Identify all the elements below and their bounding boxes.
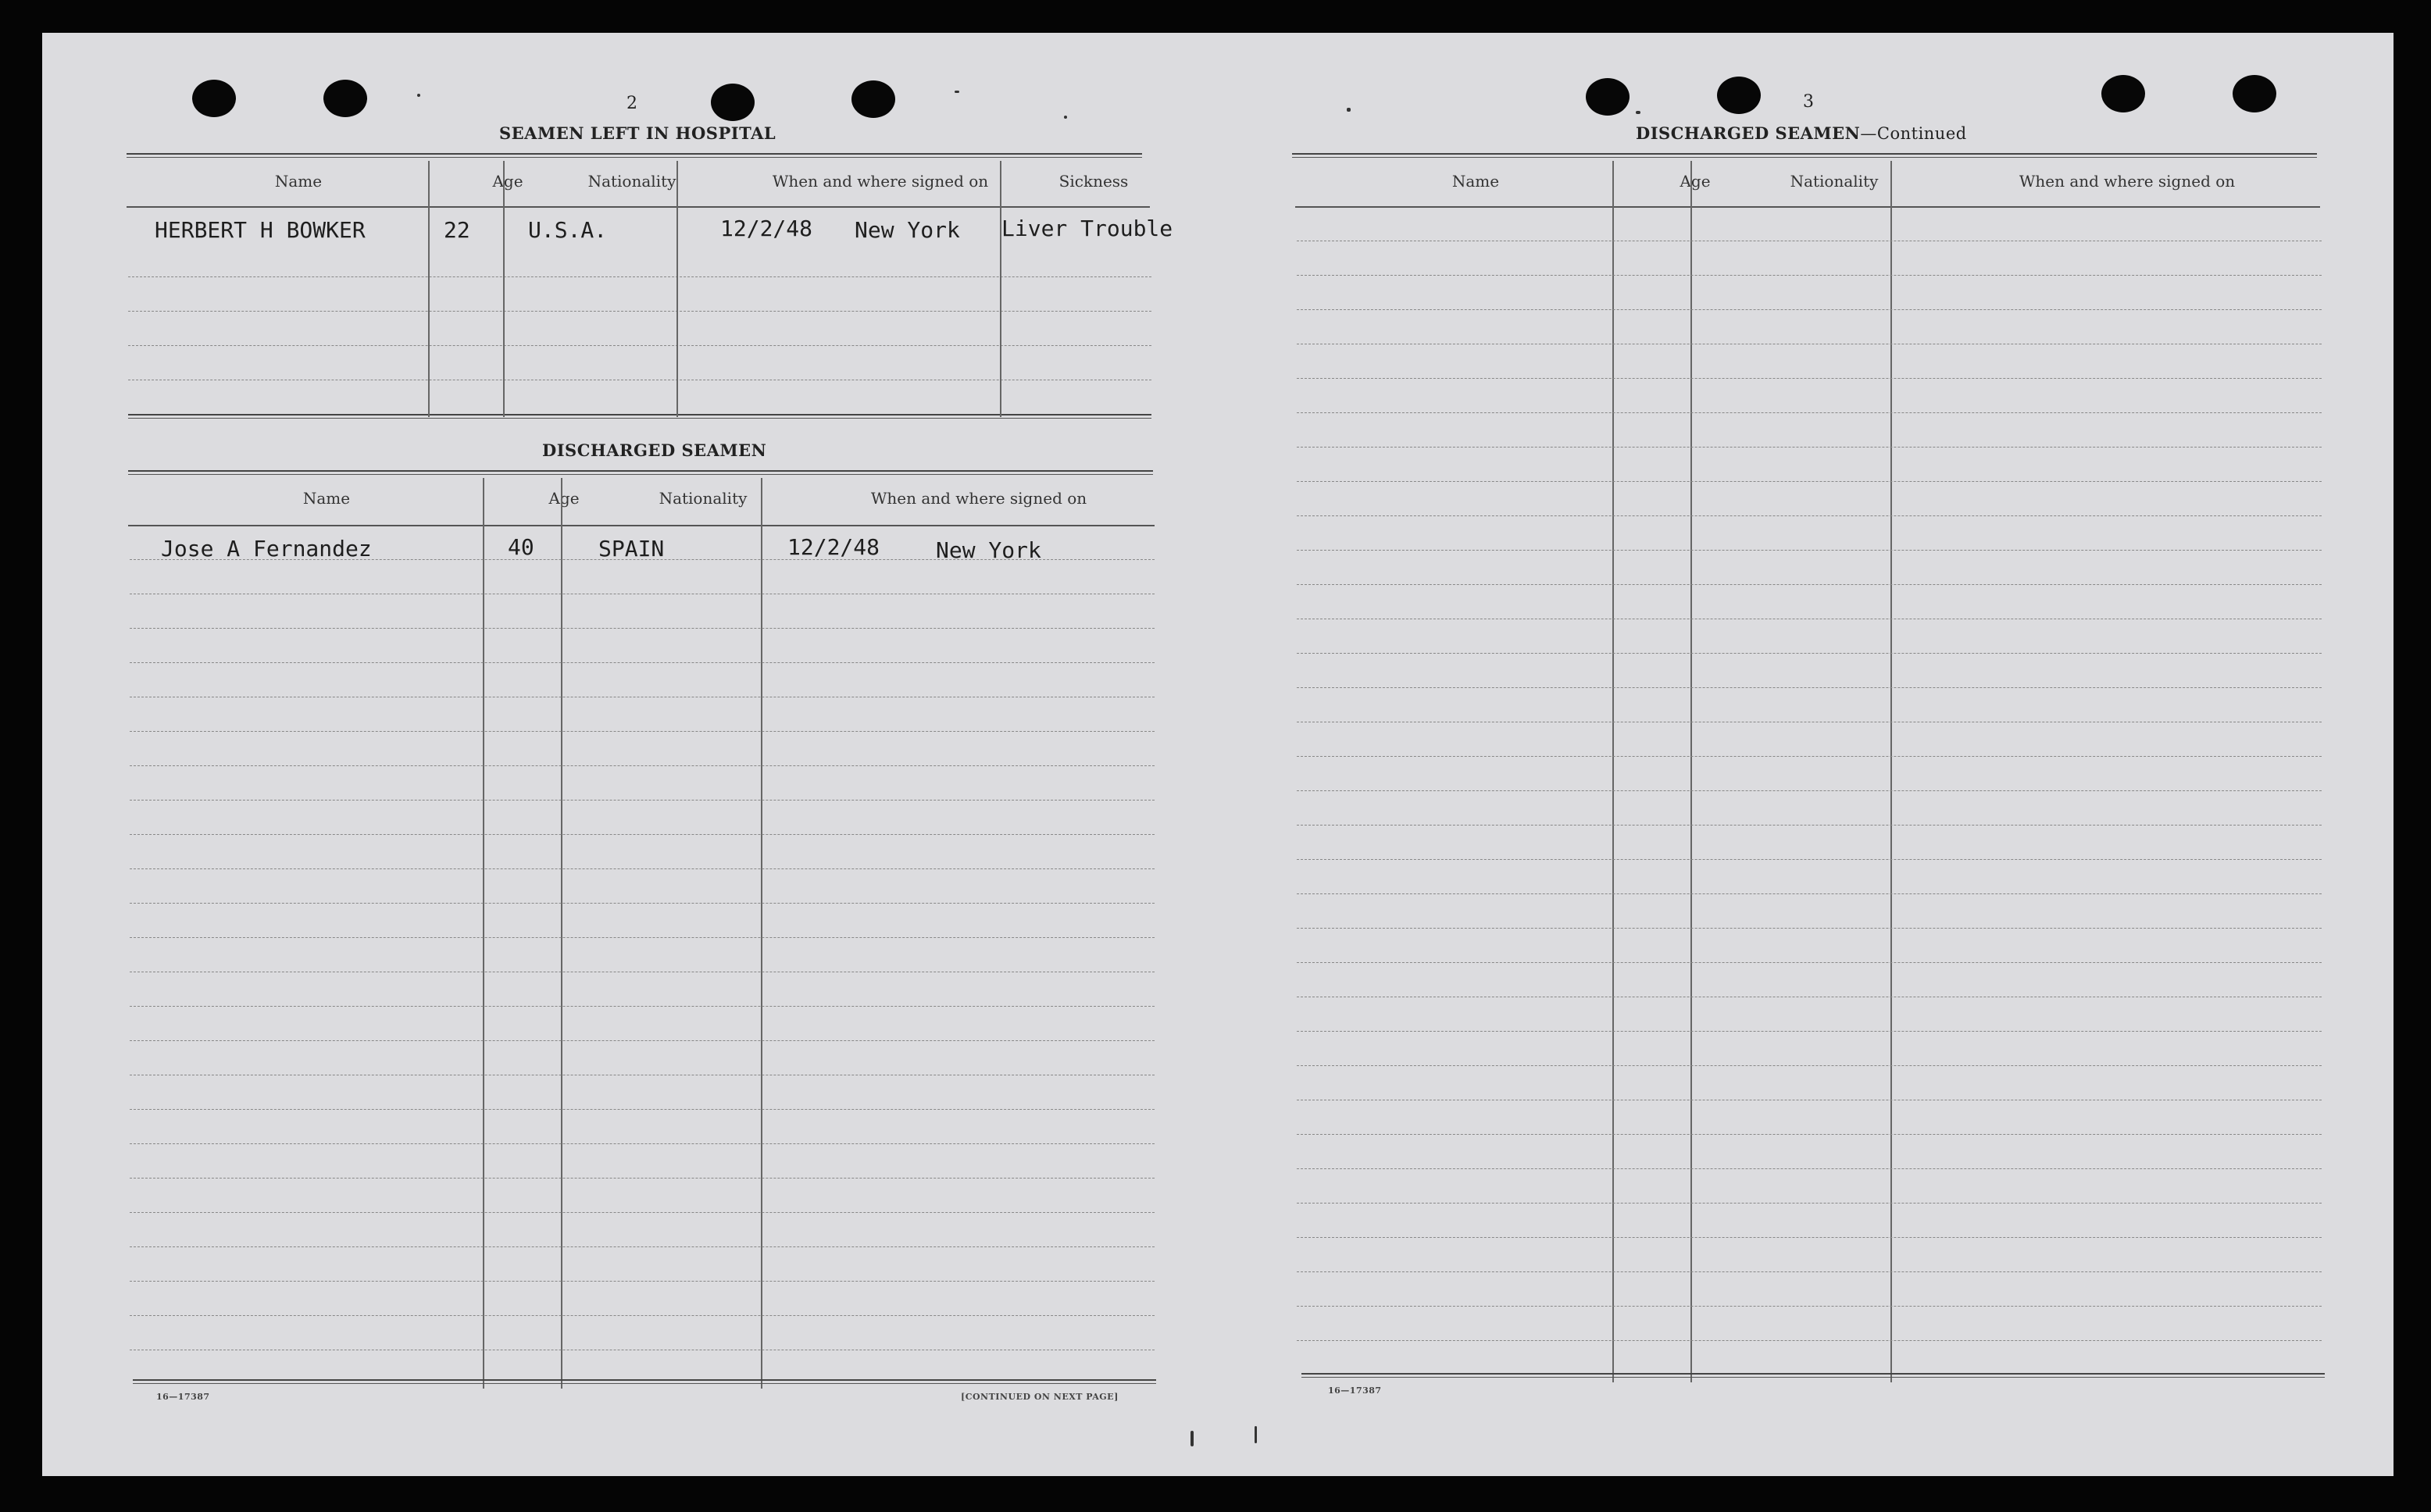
form-number: 16—17387 (156, 1392, 210, 1402)
row-line (1297, 1271, 2322, 1272)
row-line (130, 1246, 1155, 1247)
section-rule (127, 153, 1142, 158)
row-line (130, 1281, 1155, 1282)
row-line (1297, 859, 2322, 860)
hospital-section-title: SEAMEN LEFT IN HOSPITAL (499, 123, 776, 143)
row-line (130, 731, 1155, 732)
row-line (1297, 412, 2322, 413)
form-number: 16—17387 (1328, 1385, 1382, 1396)
hospital-nationality-cell: U.S.A. (528, 217, 608, 243)
row-line (130, 834, 1155, 835)
scanned-document (42, 33, 2394, 1476)
column-header-name: Name (274, 172, 323, 191)
discharged-date-cell: 12/2/48 (787, 534, 880, 560)
continued-note: [CONTINUED ON NEXT PAGE] (961, 1392, 1119, 1402)
column-header-name: Name (1451, 172, 1500, 191)
row-line (130, 1178, 1155, 1179)
header-rule (127, 206, 1150, 208)
punch-hole (851, 80, 895, 118)
scan-speck (1064, 116, 1067, 119)
column-header-signed-on: When and where signed on (870, 489, 1087, 508)
discharged-nationality-cell: SPAIN (598, 536, 665, 562)
row-line (130, 765, 1155, 766)
row-line (130, 937, 1155, 938)
row-line (1297, 1065, 2322, 1066)
row-line (1297, 275, 2322, 276)
section-rule (1292, 153, 2317, 158)
discharged-age-cell: 40 (508, 534, 534, 560)
hospital-date-cell: 12/2/48 (720, 216, 813, 241)
row-line (1297, 584, 2322, 585)
row-line (1297, 962, 2322, 963)
punch-hole (1717, 77, 1761, 114)
row-line (1297, 447, 2322, 448)
row-line (130, 800, 1155, 801)
column-header-age: Age (492, 172, 523, 191)
row-line (1297, 687, 2322, 688)
punch-hole (323, 80, 367, 117)
column-header-nationality: Nationality (659, 489, 748, 508)
row-line (130, 1040, 1155, 1041)
row-line (1297, 309, 2322, 310)
row-line (130, 1109, 1155, 1110)
section-rule (133, 1379, 1156, 1384)
right-section-title (1636, 123, 1967, 143)
scan-speck (955, 91, 959, 93)
page-number: 3 (1803, 92, 1814, 112)
punch-hole (192, 80, 236, 117)
row-line (1297, 653, 2322, 654)
scan-speck (1191, 1431, 1194, 1446)
column-header-name: Name (302, 489, 351, 508)
punch-hole (711, 84, 755, 121)
row-line (128, 276, 1151, 277)
column-header-nationality: Nationality (1790, 172, 1879, 191)
row-line (1297, 790, 2322, 791)
punch-hole (2101, 75, 2145, 112)
column-header-signed-on: When and where signed on (2019, 172, 2236, 191)
header-rule (1295, 206, 2320, 208)
row-line (1297, 825, 2322, 826)
row-line (130, 1212, 1155, 1213)
right-title-suffix: —Continued (1860, 124, 1967, 143)
row-line (130, 1143, 1155, 1144)
discharged-name-cell: Jose A Fernandez (161, 536, 372, 562)
hospital-name-cell: HERBERT H BOWKER (155, 217, 366, 243)
row-line (1297, 1031, 2322, 1032)
column-header-signed-on: When and where signed on (772, 172, 989, 191)
right-title-main: DISCHARGED SEAMEN (1636, 123, 1861, 143)
column-divider (503, 161, 505, 417)
column-divider (676, 161, 678, 417)
row-line (1297, 515, 2322, 516)
row-line (1297, 1134, 2322, 1135)
row-line (1297, 481, 2322, 482)
column-divider (761, 478, 762, 1389)
row-line (1297, 928, 2322, 929)
section-rule (1301, 1373, 2325, 1378)
row-line (1297, 756, 2322, 757)
page-number: 2 (626, 94, 637, 113)
row-line (1297, 550, 2322, 551)
row-line (1297, 1168, 2322, 1169)
header-rule (128, 525, 1155, 526)
row-line (130, 1006, 1155, 1007)
discharged-place-cell: New York (936, 537, 1041, 563)
row-line (1297, 1340, 2322, 1341)
row-line (1297, 893, 2322, 894)
row-line (130, 662, 1155, 663)
column-divider (428, 161, 430, 417)
row-line (130, 868, 1155, 869)
section-rule (128, 414, 1151, 419)
hospital-sickness-cell: Liver Trouble (1001, 216, 1173, 241)
row-line (130, 903, 1155, 904)
row-line (1297, 378, 2322, 379)
row-line (1297, 1203, 2322, 1204)
punch-hole (1586, 78, 1630, 116)
row-line (130, 1315, 1155, 1316)
hospital-place-cell: New York (855, 217, 960, 243)
scan-speck (417, 94, 420, 97)
section-rule (128, 470, 1153, 475)
row-line (128, 345, 1151, 346)
row-line (130, 628, 1155, 629)
hospital-age-cell: 22 (444, 217, 470, 243)
scan-speck (1347, 108, 1351, 112)
column-header-age: Age (548, 489, 580, 508)
scan-speck (1255, 1426, 1257, 1443)
row-line (1297, 1306, 2322, 1307)
column-divider (483, 478, 484, 1389)
column-divider (1000, 161, 1001, 417)
punch-hole (2233, 75, 2276, 112)
row-line (1297, 1237, 2322, 1238)
scan-speck (1636, 111, 1640, 114)
column-header-sickness: Sickness (1058, 172, 1129, 191)
row-line (128, 311, 1151, 312)
column-divider (561, 478, 562, 1389)
column-header-age: Age (1680, 172, 1711, 191)
column-header-nationality: Nationality (587, 172, 676, 191)
discharged-section-title: DISCHARGED SEAMEN (542, 440, 767, 460)
